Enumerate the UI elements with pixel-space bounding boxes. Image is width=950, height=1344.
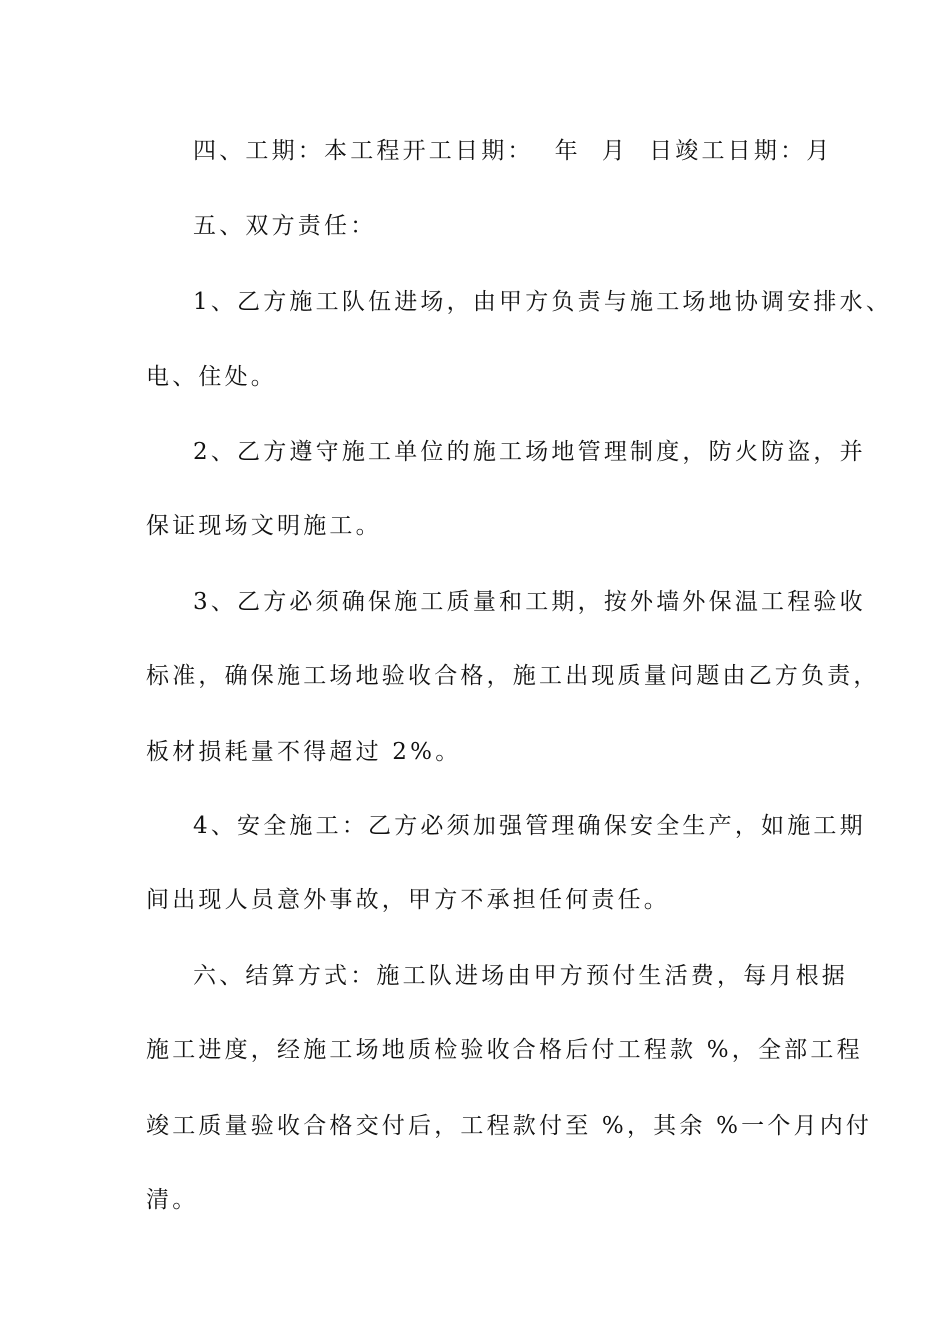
item-3-line-3: 板材损耗量不得超过 2%。 [146,739,462,765]
item-1-line-1: 1、乙方施工队伍进场，由甲方负责与施工场地协调安排水、 [193,289,893,315]
clause-5-heading: 五、双方责任： [193,213,377,239]
clause-6-line-3: 竣工质量验收合格交付后，工程款付至 %，其余 %一个月内付 [146,1113,873,1139]
clause-6-line-1: 六、结算方式：施工队进场由甲方预付生活费，每月根据 [193,963,848,989]
clause-4-schedule: 四、工期：本工程开工日期： 年 月 日竣工日期：月 [193,138,833,164]
item-4-line-1: 4、安全施工：乙方必须加强管理确保安全生产，如施工期 [193,813,866,839]
item-4-line-2: 间出现人员意外事故，甲方不承担任何责任。 [146,887,670,913]
item-3-line-2: 标准，确保施工场地验收合格，施工出现质量问题由乙方负责， [146,663,880,689]
item-2-line-2: 保证现场文明施工。 [146,513,382,539]
item-1-line-2: 电、住处。 [146,364,277,390]
item-3-line-1: 3、乙方必须确保施工质量和工期，按外墙外保温工程验收 [193,589,866,615]
clause-6-line-4: 清。 [146,1187,199,1213]
item-2-line-1: 2、乙方遵守施工单位的施工场地管理制度，防火防盗，并 [193,439,866,465]
clause-6-line-2: 施工进度，经施工场地质检验收合格后付工程款 %，全部工程 [146,1037,863,1063]
